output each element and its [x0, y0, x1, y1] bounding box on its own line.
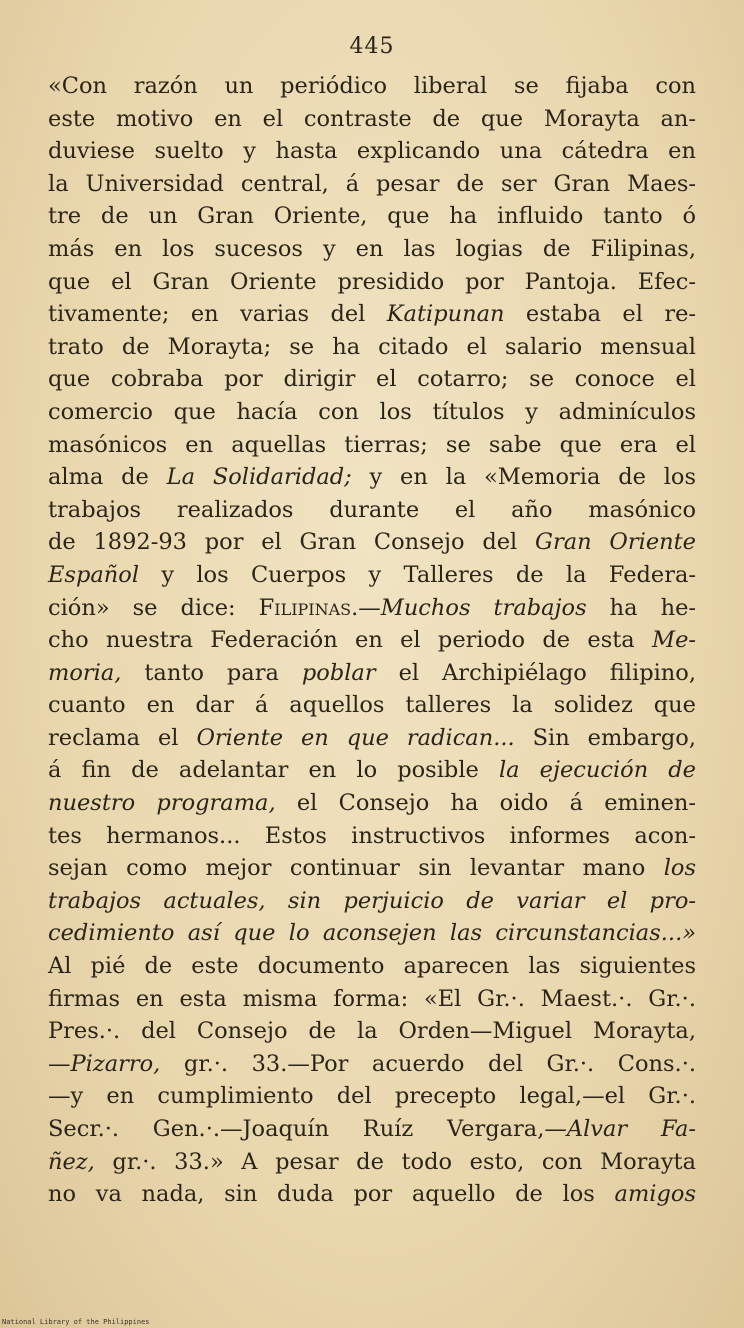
text-segment: nuestro programa, — [48, 790, 276, 817]
text-line — [48, 1113, 696, 1146]
text-segment: comercio que hacía con los títulos y adminículos — [48, 398, 696, 425]
text-line — [48, 429, 696, 462]
text-segment: los — [663, 855, 696, 882]
text-line — [48, 624, 696, 657]
text-line — [48, 657, 696, 690]
text-line — [48, 70, 696, 103]
text-line — [48, 689, 696, 722]
text-segment: Alvar Fa- — [566, 1116, 696, 1142]
text-line — [48, 1015, 696, 1048]
text-line — [48, 917, 696, 950]
text-segment: gr.·. 33.—Por acuerdo del Gr.·. Cons.·. — [160, 1050, 696, 1077]
text-segment: —y en cumplimiento del precepto legal,—el Gr.·. — [48, 1083, 696, 1110]
text-segment: sejan como mejor continuar sin levantar mano — [48, 855, 664, 882]
text-line — [48, 200, 696, 233]
page-number: 445 — [349, 34, 395, 59]
text-segment: el Consejo ha oido á eminen- — [275, 790, 696, 817]
text-segment: gr.·. 33.» A pesar de todo esto, con Morayta — [94, 1148, 696, 1175]
text-segment: este motivo en el contraste de que Morayta an- — [48, 105, 696, 132]
text-segment: Pres.·. del Consejo de la Orden—Miguel Morayta, — [48, 1018, 696, 1045]
text-line — [48, 1048, 696, 1081]
text-segment: que cobraba por dirigir el cotarro; se conoce el — [48, 366, 696, 393]
text-segment: .— — [351, 594, 381, 621]
text-line — [48, 331, 696, 364]
text-segment: cedimiento así que lo aconsejen las circunstancias...» — [48, 920, 696, 947]
text-segment: trato de Morayta; se ha citado el salario mensual — [48, 333, 696, 360]
library-watermark: National Library of the Philippines — [2, 1318, 150, 1326]
text-segment: Pizarro, — [70, 1050, 161, 1077]
text-segment: ñez, — [48, 1148, 95, 1175]
text-line — [48, 461, 696, 494]
text-segment: Sin embargo, — [514, 724, 696, 751]
text-segment: ha he- — [586, 594, 696, 621]
text-line — [48, 1146, 696, 1179]
text-segment: ción» se dice: — [48, 594, 259, 621]
text-line — [48, 592, 696, 625]
text-line — [48, 559, 696, 592]
text-segment: que el Gran Oriente presidido por Pantoja. Efec- — [48, 268, 696, 295]
text-segment: moria, — [48, 659, 122, 686]
text-segment: de 1892-93 por el Gran Consejo del — [48, 529, 536, 556]
text-segment: y en la «Memoria de los — [351, 464, 696, 491]
text-segment: Gran Oriente — [535, 529, 696, 556]
text-segment: «Con razón un periódico liberal se fijaba con — [48, 73, 696, 99]
text-line — [48, 363, 696, 396]
text-line — [48, 266, 696, 299]
text-line — [48, 135, 696, 168]
text-segment: la ejecución de — [498, 757, 697, 784]
text-segment: reclama el — [48, 724, 197, 751]
text-line — [48, 885, 696, 918]
text-segment: trabajos actuales, sin perjuicio de variar el pro- — [48, 887, 696, 914]
text-line — [48, 298, 696, 331]
text-segment: Secr.·. Gen.·.—Joaquín Ruíz Vergara,— — [48, 1116, 567, 1142]
text-segment: — — [48, 1050, 71, 1077]
text-line — [48, 852, 696, 885]
text-line — [48, 983, 696, 1016]
text-line — [48, 526, 696, 559]
text-segment: tes hermanos... Estos instructivos informes acon- — [48, 822, 696, 849]
text-segment: cuanto en dar á aquellos talleres la solidez que — [48, 692, 696, 719]
text-segment: La Solidaridad; — [166, 464, 352, 491]
text-line — [48, 1080, 696, 1113]
text-segment: tivamente; en varias del — [48, 301, 387, 328]
text-segment: poblar — [301, 659, 376, 686]
text-segment: á fin de adelantar en lo posible — [48, 757, 499, 784]
text-segment: Muchos trabajos — [380, 594, 587, 621]
text-segment: firmas en esta misma forma: «El Gr.·. Maest.·. Gr.·. — [48, 985, 696, 1012]
text-segment: alma de — [48, 464, 167, 491]
text-segment: trabajos realizados durante el año masónico — [48, 496, 696, 523]
text-line — [48, 722, 696, 755]
text-line — [48, 1178, 696, 1211]
text-segment: tanto para — [121, 659, 302, 686]
text-line — [48, 820, 696, 853]
body-text — [48, 70, 696, 1211]
text-segment: estaba el re- — [504, 301, 696, 328]
text-line — [48, 168, 696, 201]
text-segment: y los Cuerpos y Talleres de la Federa- — [139, 561, 696, 588]
text-line — [48, 754, 696, 787]
text-segment: Al pié de este documento aparecen las siguientes — [48, 953, 696, 980]
text-line — [48, 494, 696, 527]
text-segment: Me- — [652, 627, 696, 654]
text-segment: más en los sucesos y en las logias de Filipinas, — [48, 235, 696, 262]
text-line — [48, 396, 696, 429]
text-line — [48, 950, 696, 983]
text-line — [48, 787, 696, 820]
text-segment: no va nada, sin duda por aquello de los — [48, 1181, 615, 1208]
text-segment: Español — [48, 561, 140, 588]
text-segment: Katipunan — [386, 301, 505, 328]
text-segment: tre de un Gran Oriente, que ha influido tanto ó — [48, 203, 696, 230]
text-line — [48, 233, 696, 266]
text-segment: Filipinas — [258, 594, 352, 621]
text-segment: cho nuestra Federación en el periodo de esta — [48, 627, 653, 654]
text-segment: la Universidad central, á pesar de ser Gran Maes- — [48, 170, 696, 197]
text-segment: el Archipiélago filipino, — [375, 659, 696, 686]
text-segment: masónicos en aquellas tierras; se sabe que era el — [48, 431, 696, 458]
text-segment: Oriente en que radican... — [196, 724, 515, 751]
text-line — [48, 103, 696, 136]
text-segment: duviese suelto y hasta explicando una cátedra en — [48, 138, 696, 165]
text-segment: amigos — [614, 1181, 696, 1208]
